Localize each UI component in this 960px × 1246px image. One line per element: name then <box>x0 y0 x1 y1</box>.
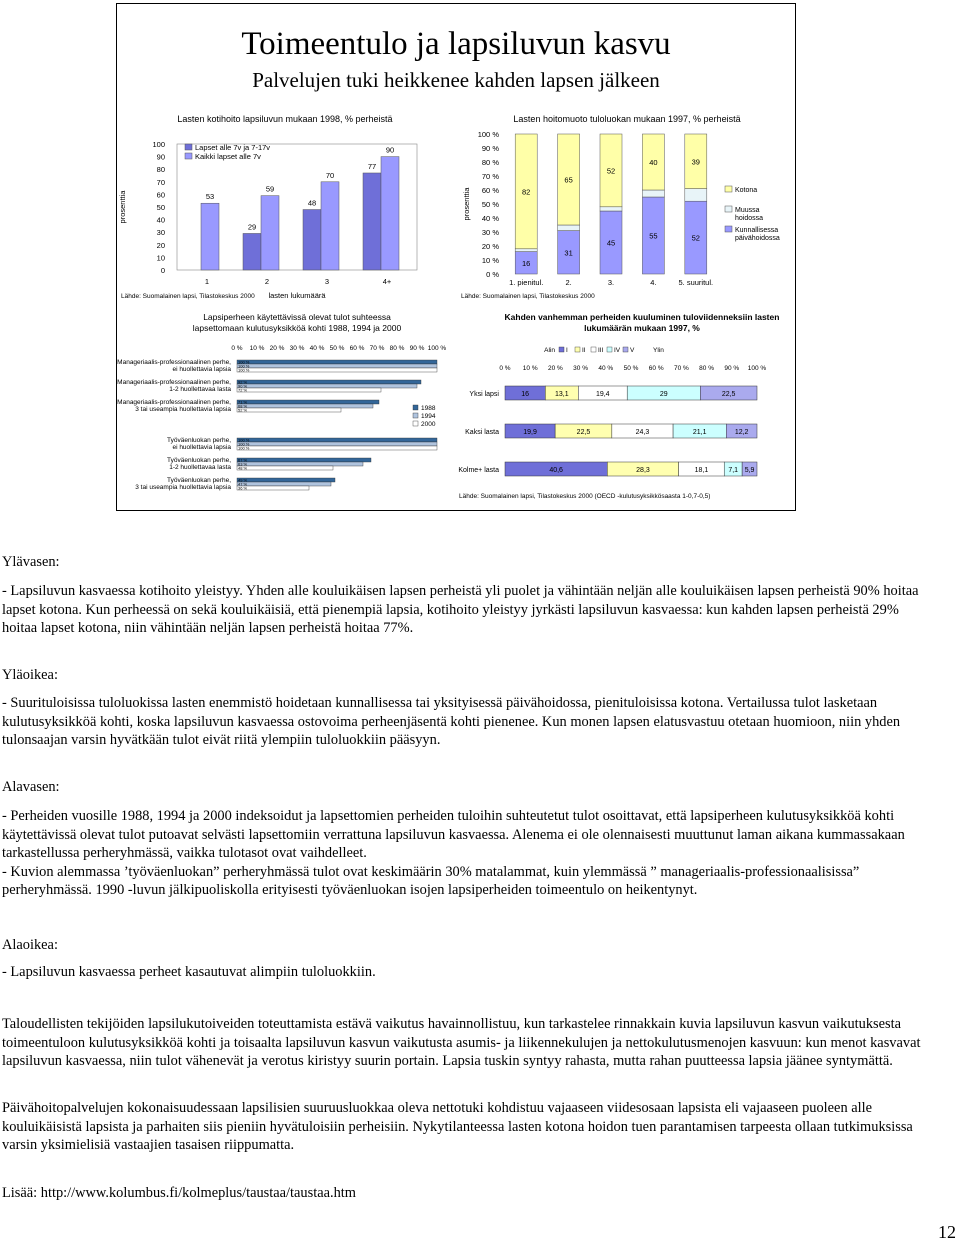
legend-label: 1994 <box>421 413 436 420</box>
x-tick-label: 60 % <box>648 365 664 372</box>
chart-income-ratio <box>117 310 457 506</box>
x-tick-label: 80 % <box>699 365 715 372</box>
segment-value-label: 65 <box>564 175 573 185</box>
chart-care-mode <box>457 112 797 302</box>
chart-income-quintiles-svg <box>457 310 797 506</box>
bar <box>237 380 421 384</box>
segment-value-label: 82 <box>522 187 531 197</box>
y-tick-label: 40 % <box>481 214 499 223</box>
segment-value-label: 52 <box>691 233 700 243</box>
bar <box>237 404 373 408</box>
segment-value-label: 22,5 <box>576 429 591 436</box>
stacked-bar-segment <box>515 249 537 252</box>
segment-value-label: 40,6 <box>549 467 563 474</box>
source-note: Lähde: Suomalainen lapsi, Tilastokeskus 2000 <box>121 293 255 300</box>
bar-value-label: 77 <box>367 161 377 171</box>
bar-value-label: 29 <box>247 222 257 232</box>
x-tick-label: 0 % <box>231 345 243 352</box>
x-tick-label: 5. suuritul. <box>678 278 714 287</box>
bar-value-label: 100 % <box>238 437 250 443</box>
x-tick-label: 3. <box>607 278 615 287</box>
legend-suffix: Ylin <box>653 347 664 354</box>
bar <box>303 210 321 270</box>
heading-alaoikea: Alaoikea: <box>2 937 58 953</box>
group-label: Työväenluokan perhe, <box>167 477 231 484</box>
x-tick-label: 2 <box>264 277 270 286</box>
y-tick-label: 50 <box>156 203 165 212</box>
paragraph-alavasen-2: - Kuvion alemmassa ’työväenluokan” perheryhmässä tulot ovat keskimäärin 30% matalammat, kuin ylemmässä ” manageriaalis-professionaalisissa” perheryhmässä. 1990 -luvun jälkipuoliskolla erityisesti työväenluokan isojen lapsiperheiden toimeentulo on heikentynyt. <box>2 863 860 899</box>
bar <box>237 368 437 372</box>
x-tick-label: 10 % <box>522 365 538 372</box>
legend-swatch <box>185 153 192 159</box>
bar <box>237 408 341 412</box>
bar <box>237 466 333 470</box>
legend-label: Kunnallisessa <box>735 227 779 234</box>
bar <box>237 486 309 490</box>
group-label: Manageriaalis-professionaalinen perhe, <box>117 359 231 366</box>
y-axis-label: prosenttia <box>462 187 471 221</box>
bar <box>201 203 219 270</box>
text-main-2 <box>2 1099 922 1155</box>
y-tick-label: 80 <box>156 165 165 175</box>
y-tick-label: 20 <box>156 240 165 250</box>
y-tick-label: 30 % <box>481 228 499 237</box>
bar <box>237 446 437 450</box>
y-tick-label: 0 <box>160 266 165 275</box>
chart-home-care-svg <box>117 112 453 302</box>
x-tick-label: 30 % <box>289 345 305 352</box>
segment-value-label: 7,1 <box>728 467 739 474</box>
legend-swatch <box>607 347 612 352</box>
x-tick-label: 90 % <box>409 345 425 352</box>
x-tick-label: 50 % <box>623 365 639 372</box>
text-more <box>2 1184 922 1203</box>
bar <box>237 478 335 482</box>
text-main-1 <box>2 1015 922 1071</box>
bar-value-label: 52 % <box>238 407 248 413</box>
bar <box>237 400 379 404</box>
y-tick-label: 10 <box>156 253 165 263</box>
y-tick-label: 100 <box>152 140 165 149</box>
group-label: Työväenluokan perhe, <box>167 457 231 464</box>
y-tick-label: 40 <box>156 215 165 225</box>
segment-value-label: 19,4 <box>595 391 610 398</box>
bar-value-label: 100 % <box>238 363 250 369</box>
x-tick-label: 50 % <box>329 345 345 352</box>
x-tick-label: 4. <box>650 278 657 287</box>
y-tick-label: 60 <box>156 190 165 200</box>
paragraph-ylaoikea: - Suurituloisissa tuloluokissa lasten enemmistö hoidetaan kunnallisessa tai yksityisessä päivähoidossa, pienituloisissa kotona. Vertailussa tulot lasketaan kulutusyksikköä kohti, koska lapsiluvun kasvaessa ostovoima perheenjäsentä kohti pienenee. Kun monen lapsen elatusvastuu otetaan huomioon, niin yhden tulonsaajan varsin hyvätkään tulot eivät riitä ylempiin tuloluokkiin pääsyyn. <box>2 695 901 749</box>
heading-ylaoikea: Yläoikea: <box>2 667 58 683</box>
paragraph-alaoikea: - Lapsiluvun kasvaessa perheet kasautuvat alimpiin tuloluokkiin. <box>2 964 376 980</box>
segment-value-label: 28,3 <box>636 467 650 474</box>
x-axis-label: lasten lukumäärä <box>268 291 326 300</box>
bar-value-label: 100 % <box>238 441 250 447</box>
legend-label: V <box>630 347 635 354</box>
row-label: Kaksi lasta <box>465 429 499 436</box>
bar-value-label: 71 % <box>238 399 248 405</box>
x-tick-label: 40 % <box>309 345 325 352</box>
legend-label: 2000 <box>421 421 436 428</box>
y-tick-label: 90 % <box>481 144 499 153</box>
legend-label: Kaikki lapset alle 7v <box>195 152 261 161</box>
x-tick-label: 0 % <box>499 365 511 372</box>
figure-box <box>116 3 796 511</box>
bar <box>237 438 437 442</box>
bar-value-label: 63 % <box>238 461 248 467</box>
legend-label: Muussa <box>735 207 760 214</box>
bar-value-label: 100 % <box>238 445 250 451</box>
segment-value-label: 12,2 <box>734 429 749 436</box>
paragraph-alavasen-1: - Perheiden vuosille 1988, 1994 ja 2000 indeksoidut ja lapsettomien perheiden tuloihin suhteutetut tulot osoittavat, että lapsiperheen kulutusyksikköä kohti käytettävissä olevat tulot putoavat selvästi lapsettomiin verrattuna lapsiluvun kasvaessa. Alenema ei ole olennaisesti muuttunut laman aikana kummassakaan tarkastellussa perheryhmässä, vaikka tulotasot ovat vaihdelleet. <box>2 808 905 862</box>
group-label: Manageriaalis-professionaalinen perhe, <box>117 399 231 406</box>
bar <box>237 442 437 446</box>
source-note: Lähde: Suomalainen lapsi, Tilastokeskus 2000 (OECD -kulutusyksikkösaasta 1-0,7-0,5) <box>459 493 711 500</box>
x-tick-label: 80 % <box>389 345 405 352</box>
chart-home-care <box>117 112 453 302</box>
group-label: ei huollettavia lapsia <box>172 444 231 451</box>
x-tick-label: 70 % <box>369 345 385 352</box>
group-label: Työväenluokan perhe, <box>167 437 231 444</box>
figure-title: Toimeentulo ja lapsiluvun kasvu <box>241 26 671 62</box>
legend-label: II <box>582 347 586 354</box>
paragraph-main-2: Päivähoitopalvelujen kokonaisuudessaan lapsilisien suuruusluokkaa oleva nettotuki kohdistuu vajaaseen viidesosaan lapsista eli vajaaseen puoleen alle kouluikäisistä lapsista ja parhaiten siis pieniin hyvätuloisiin perheisiin. Nykytilanteessa lasten kotona hoidon tuen parantamisen tarpeesta ollaan tutkimuksissa varsin yksimielisiä vastaajien tasaisen riippumatta. <box>2 1100 913 1154</box>
bar-value-label: 47 % <box>238 481 248 487</box>
chart-income-quintiles <box>457 310 797 506</box>
text-alavasen <box>2 807 922 900</box>
group-label: Manageriaalis-professionaalinen perhe, <box>117 379 231 386</box>
bar-value-label: 92 % <box>238 379 248 385</box>
text-alaoikea <box>2 963 922 982</box>
x-tick-label: 90 % <box>724 365 740 372</box>
segment-value-label: 21,1 <box>692 429 707 436</box>
text-ylaoikea <box>2 694 922 750</box>
segment-value-label: 45 <box>606 238 616 248</box>
chart-care-mode-title: Lasten hoitomuoto tuloluokan mukaan 1997, % perheistä <box>513 114 741 124</box>
bar-value-label: 90 <box>385 145 395 155</box>
x-tick-label: 70 % <box>673 365 689 372</box>
y-tick-label: 80 % <box>481 158 499 167</box>
y-tick-label: 60 % <box>481 186 499 195</box>
page-number: 12 <box>938 1222 956 1242</box>
legend-prefix: Alin <box>544 347 555 354</box>
y-tick-label: 0 % <box>486 270 499 279</box>
legend-label: 1988 <box>421 405 436 412</box>
bar-value-label: 48 % <box>238 465 248 471</box>
y-tick-label: 30 <box>156 228 165 238</box>
x-tick-label: 100 % <box>427 345 447 352</box>
text-ylavasen <box>2 582 922 638</box>
bar-value-label: 49 % <box>238 477 248 483</box>
bar-value-label: 68 % <box>238 403 248 409</box>
x-tick-label: 1 <box>204 277 210 286</box>
segment-value-label: 22,5 <box>721 391 736 398</box>
y-axis-label: prosenttia <box>118 190 127 224</box>
bar-value-label: 72 % <box>238 387 248 393</box>
chart-care-mode-svg <box>457 112 797 302</box>
segment-value-label: 40 <box>649 158 658 167</box>
segment-value-label: 16 <box>521 391 530 398</box>
more-link[interactable]: Lisää: http://www.kolumbus.fi/kolmeplus/taustaa/taustaa.htm <box>2 1185 356 1201</box>
y-tick-label: 10 % <box>481 256 499 265</box>
group-label: 1-2 huollettavaa lasta <box>169 464 231 471</box>
x-tick-label: 20 % <box>269 345 285 352</box>
legend-swatch <box>623 347 628 352</box>
legend-swatch <box>725 206 732 212</box>
legend-swatch <box>575 347 580 352</box>
legend-swatch <box>413 405 418 410</box>
legend-swatch <box>559 347 564 352</box>
x-tick-label: 20 % <box>547 365 563 372</box>
bar-value-label: 100 % <box>238 359 250 365</box>
row-label: Kolme+ lasta <box>458 467 499 474</box>
bar-value-label: 90 % <box>238 383 248 389</box>
chart-home-care-title: Lasten kotihoito lapsiluvun mukaan 1998, % perheistä <box>177 114 393 124</box>
legend-label: IV <box>614 347 621 354</box>
x-tick-label: 4+ <box>382 277 392 286</box>
bar-value-label: 48 <box>307 198 317 208</box>
bar-value-label: 59 <box>265 184 275 194</box>
x-tick-label: 3 <box>324 277 330 286</box>
legend-swatch <box>185 144 192 150</box>
segment-value-label: 29 <box>659 391 668 398</box>
source-note: Lähde: Suomalainen lapsi, Tilastokeskus 2000 <box>461 293 595 300</box>
row-label: Yksi lapsi <box>469 391 499 398</box>
x-tick-label: 40 % <box>598 365 614 372</box>
bar <box>237 482 331 486</box>
y-tick-label: 50 % <box>481 200 499 209</box>
stacked-bar-segment <box>600 207 622 211</box>
chart-income-ratio-svg <box>117 310 457 506</box>
bar <box>237 458 371 462</box>
bar-value-label: 36 % <box>238 485 248 491</box>
legend-label: hoidossa <box>735 215 764 222</box>
bar <box>363 173 381 270</box>
x-tick-label: 30 % <box>573 365 589 372</box>
stacked-bar-segment <box>685 189 707 202</box>
legend-label: Lapset alle 7v ja 7-17v <box>195 143 271 152</box>
heading-alavasen: Alavasen: <box>2 779 60 795</box>
bar <box>243 233 261 270</box>
chart-income-ratio-title: Lapsiperheen käytettävissä olevat tulot suhteessa lapsettomaan kulutusyksikköä kohti 1988, 1994 ja 2000 <box>192 312 402 333</box>
bar <box>237 364 437 368</box>
segment-value-label: 52 <box>606 166 616 176</box>
group-label: ei huollettavia lapsia <box>172 366 231 373</box>
bar-value-label: 70 <box>325 170 335 180</box>
x-tick-label: 10 % <box>249 345 265 352</box>
bar <box>261 196 279 270</box>
bar <box>321 182 339 270</box>
group-label: 3 tai useampia huollettavia lapsia <box>135 406 231 413</box>
bar <box>237 462 363 466</box>
legend-label: päivähoidossa <box>735 235 780 242</box>
legend-swatch <box>725 226 732 232</box>
segment-value-label: 16 <box>522 258 531 268</box>
y-tick-label: 70 <box>156 177 165 187</box>
chart-income-quintiles-title: Kahden vanhemman perheiden kuuluminen tuloviidenneksiin lasten lukumäärän mukaan 1997, % <box>504 312 780 333</box>
group-label: 3 tai useampia huollettavia lapsia <box>135 484 231 491</box>
segment-value-label: 13,1 <box>555 391 569 398</box>
legend-label: III <box>598 347 604 354</box>
y-tick-label: 70 % <box>481 172 499 181</box>
segment-value-label: 18,1 <box>694 467 709 474</box>
segment-value-label: 24,3 <box>635 429 650 436</box>
figure-subtitle: Palvelujen tuki heikkenee kahden lapsen jälkeen <box>252 68 660 92</box>
legend-swatch <box>725 186 732 192</box>
legend-label: Kotona <box>735 187 758 194</box>
x-tick-label: 60 % <box>349 345 365 352</box>
bar <box>237 360 437 364</box>
group-label: 1-2 huollettavaa lasta <box>169 386 231 393</box>
segment-value-label: 39 <box>691 157 700 167</box>
heading-ylavasen: Ylävasen: <box>2 554 60 570</box>
bar <box>381 157 399 270</box>
bar-value-label: 100 % <box>238 367 250 373</box>
bar-value-label: 53 <box>205 192 215 202</box>
stacked-bar-segment <box>558 225 580 231</box>
bar <box>237 388 381 392</box>
legend-swatch <box>413 421 418 426</box>
x-tick-label: 2. <box>565 278 572 287</box>
legend-label: I <box>566 347 568 354</box>
x-tick-label: 100 % <box>747 365 767 372</box>
paragraph-main-1: Taloudellisten tekijöiden lapsilukutoiveiden toteuttamista estävä vaikutus havainnollistuu, kun tarkastelee rinnakkain kuvia lapsiluvun kasvun vaikutuksesta toimeentuloon kulutusyksikköä kohti ja toisaalta lapsiluvun kasvun vaikutusta asumis- ja liikennekulujen ja nettokulutusmenojen kasvuun: kun menot kasvavat lapsiluvun kasvaessa, niin tulot vähenevät ja verotus kiristyy suurin portain. Lapsia tuskin syntyy rahasta, mutta rahan puutteessa lapsia jääneе syntymättä. <box>2 1016 921 1070</box>
segment-value-label: 31 <box>564 248 573 258</box>
y-tick-label: 20 % <box>481 242 499 251</box>
x-tick-label: 1. pienitul. <box>509 278 544 287</box>
legend-swatch <box>413 413 418 418</box>
stacked-bar-segment <box>642 190 664 197</box>
legend-swatch <box>591 347 596 352</box>
segment-value-label: 19,9 <box>523 429 537 436</box>
bar-value-label: 67 % <box>238 457 248 463</box>
y-tick-label: 100 % <box>477 130 499 139</box>
segment-value-label: 5,9 <box>744 467 755 474</box>
bar <box>237 384 417 388</box>
segment-value-label: 55 <box>649 231 658 241</box>
y-tick-label: 90 <box>156 152 165 162</box>
paragraph-ylavasen: - Lapsiluvun kasvaessa kotihoito yleistyy. Yhden alle kouluikäisen lapsen perheistä yli puolet ja vähintään neljän alle kouluikäisen lapsen perheistä 90% hoitaa lapset kotona. Kun perheessä on sekä kouluikäisiä, että pienempiä lapsia, kotihoito yleistyy jyrkästi lapsiluvun kasvaessa: kun kahden lapsen perheistä 29% hoitaa lapset kotona, niin vähintään neljän lapsen perheistä hoitaa 77%. <box>2 583 919 637</box>
